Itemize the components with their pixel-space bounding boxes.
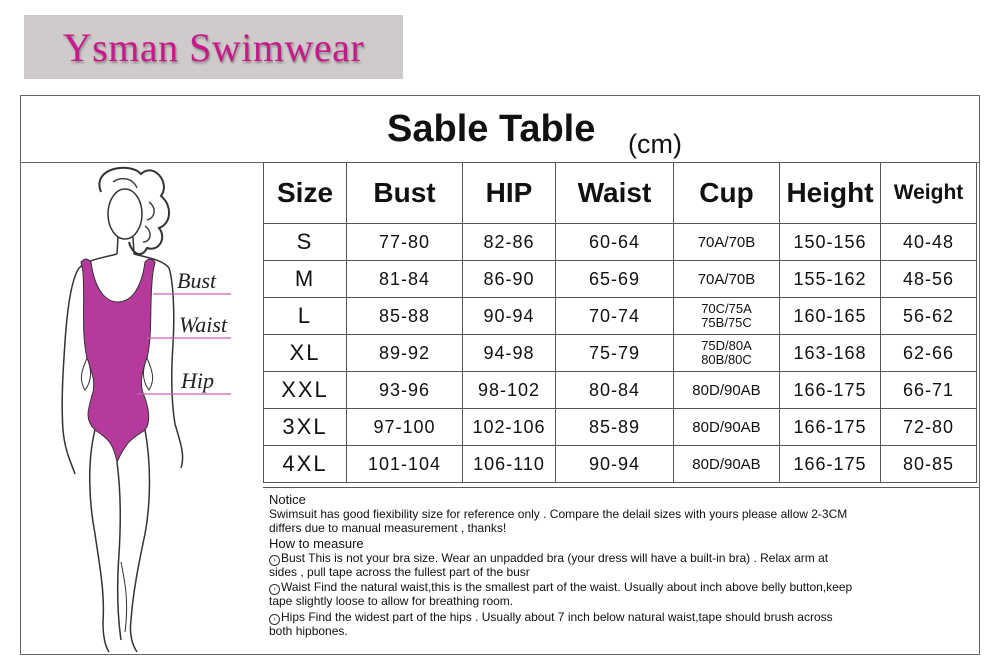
waist-cell: 60-64 <box>556 224 674 261</box>
bust-cell: 89-92 <box>347 335 463 372</box>
waist-cell: 65-69 <box>556 261 674 298</box>
waist-cell: 70-74 <box>556 298 674 335</box>
table-row <box>264 224 977 261</box>
brand-banner <box>24 15 403 79</box>
bust-instruction-text: Bust This is not your bra size. Wear an unpadded bra (your dress will have a built-in bra) . Relax arm at <box>281 551 829 565</box>
hip-cell: 82-86 <box>463 224 556 261</box>
hip-cell: 106-110 <box>463 446 556 483</box>
size-cell: S <box>264 224 347 261</box>
weight-cell: 40-48 <box>881 224 977 261</box>
hips-instruction-line2: both hipbones. <box>269 624 348 638</box>
weight-cell: 80-85 <box>881 446 977 483</box>
body-figure-illustration <box>21 162 262 654</box>
hip-cell: 98-102 <box>463 372 556 409</box>
hip-cell: 90-94 <box>463 298 556 335</box>
table-row <box>264 298 977 335</box>
waist-cell: 75-79 <box>556 335 674 372</box>
table-row <box>264 446 977 483</box>
size-table <box>263 162 977 483</box>
bust-label: Bust <box>177 268 217 293</box>
waist-instruction-text: Waist Find the natural waist,this is the smallest part of the waist. Usually about inch above belly button,keep <box>281 580 853 594</box>
bullet-icon: › <box>269 614 280 625</box>
header-waist: Waist <box>556 163 674 224</box>
weight-cell: 48-56 <box>881 261 977 298</box>
height-cell: 150-156 <box>780 224 881 261</box>
brand-name: Ysman Swimwear <box>62 24 365 70</box>
height-cell: 160-165 <box>780 298 881 335</box>
waist-label: Waist <box>179 312 228 337</box>
size-cell: L <box>264 298 347 335</box>
size-cell: 4XL <box>264 446 347 483</box>
waist-cell: 80-84 <box>556 372 674 409</box>
waist-instruction-line1 <box>269 580 852 595</box>
cup-cell-line1: 75D/80A <box>701 338 752 353</box>
chart-unit: (cm) <box>628 129 682 159</box>
header-hip: HIP <box>463 163 556 224</box>
weight-cell: 66-71 <box>881 372 977 409</box>
size-cell: XL <box>264 335 347 372</box>
swimsuit-shape <box>81 259 155 462</box>
waist-cell: 90-94 <box>556 446 674 483</box>
height-cell: 155-162 <box>780 261 881 298</box>
size-cell: XXL <box>264 372 347 409</box>
bullet-icon: › <box>269 584 280 595</box>
size-chart-frame <box>20 95 980 655</box>
bust-instruction-line2: sides , pull tape across the fullest part of the busr <box>269 565 530 579</box>
cup-cell <box>674 335 780 372</box>
cup-cell: 80D/90AB <box>674 446 780 483</box>
cup-cell: 80D/90AB <box>674 409 780 446</box>
size-cell: M <box>264 261 347 298</box>
hips-instruction-text: Hips Find the widest part of the hips . Usually about 7 inch below natural waist,tape should brush across <box>281 610 833 624</box>
chart-title: Sable Table <box>387 108 596 150</box>
how-to-measure-heading: How to measure <box>269 536 364 551</box>
bust-cell: 77-80 <box>347 224 463 261</box>
notice-heading: Notice <box>269 492 306 507</box>
bust-cell: 81-84 <box>347 261 463 298</box>
bust-cell: 85-88 <box>347 298 463 335</box>
waist-instruction-line2: tape slightly loose to allow for breathing room. <box>269 594 514 608</box>
header-height: Height <box>780 163 881 224</box>
cup-cell: 70A/70B <box>674 224 780 261</box>
notice-text-line1: Swimsuit has good fiexibility size for reference only . Compare the delail sizes with yours please allow 2-3CM <box>269 507 848 521</box>
hip-label: Hip <box>181 368 214 393</box>
table-row <box>264 372 977 409</box>
table-row <box>264 335 977 372</box>
height-cell: 166-175 <box>780 409 881 446</box>
hips-instruction-line1 <box>269 610 833 625</box>
cup-cell-line2: 80B/80C <box>701 352 752 367</box>
header-bust: Bust <box>347 163 463 224</box>
title-row <box>21 96 979 163</box>
weight-cell: 62-66 <box>881 335 977 372</box>
height-cell: 166-175 <box>780 446 881 483</box>
weight-cell: 56-62 <box>881 298 977 335</box>
header-cup: Cup <box>674 163 780 224</box>
table-row <box>264 409 977 446</box>
height-cell: 166-175 <box>780 372 881 409</box>
cup-cell-line1: 70C/75A <box>701 301 752 316</box>
table-header-row <box>264 163 977 224</box>
notes-section <box>263 487 979 655</box>
bust-instruction-line1 <box>269 551 828 566</box>
height-cell: 163-168 <box>780 335 881 372</box>
cup-cell <box>674 298 780 335</box>
hip-cell: 86-90 <box>463 261 556 298</box>
hip-cell: 94-98 <box>463 335 556 372</box>
waist-cell: 85-89 <box>556 409 674 446</box>
body-figure <box>21 162 262 654</box>
notice-text-line2: differs due to manual measurement , thanks! <box>269 521 507 535</box>
bust-cell: 97-100 <box>347 409 463 446</box>
header-size: Size <box>264 163 347 224</box>
cup-cell: 70A/70B <box>674 261 780 298</box>
hip-cell: 102-106 <box>463 409 556 446</box>
cup-cell: 80D/90AB <box>674 372 780 409</box>
bust-cell: 101-104 <box>347 446 463 483</box>
size-cell: 3XL <box>264 409 347 446</box>
bullet-icon: › <box>269 555 280 566</box>
bust-cell: 93-96 <box>347 372 463 409</box>
header-weight: Weight <box>881 163 977 224</box>
table-row <box>264 261 977 298</box>
weight-cell: 72-80 <box>881 409 977 446</box>
cup-cell-line2: 75B/75C <box>701 315 752 330</box>
